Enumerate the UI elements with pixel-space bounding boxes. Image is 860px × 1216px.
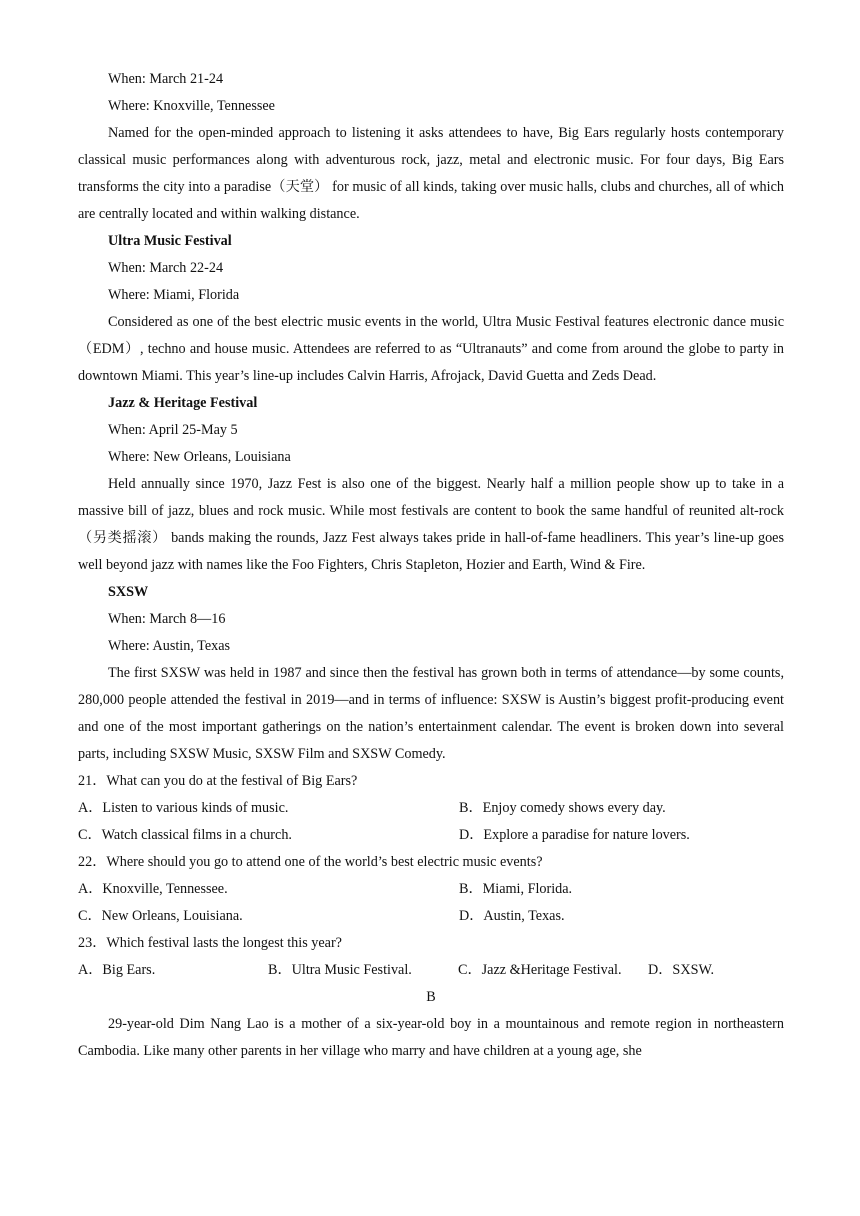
festival-description: Considered as one of the best electric music events in the world, Ultra Music Festival features electronic dance music（EDM）, techno and house music. Attendees are referred to as “Ultranauts” and come from around the globe to party in downtown Miami. This year’s line-up includes Calvin Harris, Afrojack, David Guetta and Zeds Dead. [78,314,784,384]
question-23-options [78,957,784,984]
festival-description: Held annually since 1970, Jazz Fest is also one of the biggest. Nearly half a million people show up to take in a massive bill of jazz, blues and rock music. While most festivals are content to book the same handful of reunited alt-rock（另类摇滚） bands making the rounds, Jazz Fest always takes pride in hall-of-fame headliners. This year’s line-up goes well beyond jazz with names like the Foo Fighters, Chris Stapleton, Hozier and Earth, Wind & Fire. [78,476,784,573]
section-b-intro: 29-year-old Dim Nang Lao is a mother of a six-year-old boy in a mountainous and remote region in northeastern Cambodia. Like many other parents in her village who marry and have children at a young age, she [78,1016,784,1059]
festival-where: Where: New Orleans, Louisiana [108,449,291,465]
festival-where: Where: Austin, Texas [108,638,231,654]
option-a: A．Listen to various kinds of music. [78,800,289,816]
festival-when: When: March 22-24 [108,260,224,276]
section-heading: B [426,989,436,1005]
option-c: C．New Orleans, Louisiana. [78,908,243,924]
festival-when: When: April 25-May 5 [108,422,238,438]
festival-title: Jazz & Heritage Festival [108,395,258,411]
festival-title: Ultra Music Festival [108,233,232,249]
option-c: C．Watch classical films in a church. [78,827,292,843]
festival-when: When: March 8—16 [108,611,226,627]
option-b: B．Miami, Florida. [459,881,573,897]
option-d: D．Explore a paradise for nature lovers. [459,827,690,843]
festival-where: Where: Knoxville, Tennessee [108,98,275,114]
question-21: 21．What can you do at the festival of Big Ears? [78,773,358,789]
option-b: B．Ultra Music Festival. [268,962,412,978]
document-page [78,66,784,1065]
festival-description: Named for the open-minded approach to listening it asks attendees to have, Big Ears regularly hosts contemporary classical music performances along with adventurous rock, jazz, metal and electronic music. For four days, Big Ears transforms the city into a paradise（天堂） for music of all kinds, taking over music halls, clubs and churches, all of which are centrally located and within walking distance. [78,125,784,222]
festival-description: The first SXSW was held in 1987 and since then the festival has grown both in terms of attendance—by some counts, 280,000 people attended the festival in 2019—and in terms of influence: SXSW is Austin’s biggest profit-producing event and one of the most important gatherings on the nation’s entertainment calendar. The event is broken down into several parts, including SXSW Music, SXSW Film and SXSW Comedy. [78,665,784,762]
option-c: C．Jazz &Heritage Festival. [458,962,622,978]
festival-title: SXSW [108,584,149,600]
option-b: B．Enjoy comedy shows every day. [459,800,666,816]
festival-when: When: March 21-24 [108,71,224,87]
option-a: A．Knoxville, Tennessee. [78,881,228,897]
question-23: 23．Which festival lasts the longest this year? [78,935,342,951]
question-22: 22．Where should you go to attend one of the world’s best electric music events? [78,854,543,870]
question-22-options [78,876,784,930]
option-a: A．Big Ears. [78,962,156,978]
festival-where: Where: Miami, Florida [108,287,240,303]
option-d: D．SXSW. [648,962,715,978]
question-21-options [78,795,784,849]
option-d: D．Austin, Texas. [459,908,565,924]
